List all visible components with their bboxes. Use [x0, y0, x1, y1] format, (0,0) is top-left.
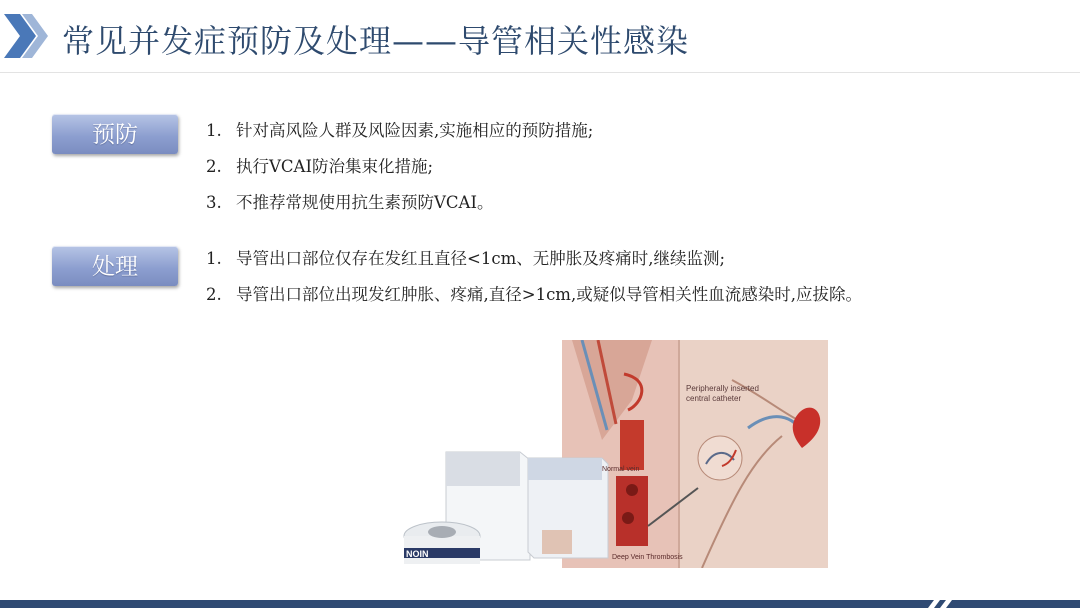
item-text: 执行VCAI防治集束化措施; — [236, 157, 434, 176]
footer-bar — [0, 600, 1080, 608]
thrombosis-label: Deep Vein Thrombosis — [612, 554, 683, 561]
item-number: 1. — [206, 249, 222, 268]
catheter-infection-illustration — [402, 340, 828, 568]
footer-stripes-decoration — [924, 600, 984, 608]
item-text: 导管出口部位出现发红肿胀、疼痛,直径>1cm,或疑似导管相关性血流感染时,应拔除。 — [236, 285, 862, 304]
box-brand: NOIN — [406, 549, 429, 559]
list-item — [206, 115, 593, 151]
header-divider — [0, 72, 1080, 73]
list-item — [206, 243, 862, 279]
item-text: 不推荐常规使用抗生素预防VCAI。 — [236, 193, 494, 212]
prevent-list — [206, 115, 593, 223]
item-text: 针对高风险人群及风险因素,实施相应的预防措施; — [236, 121, 594, 140]
handle-list — [206, 243, 862, 315]
picc-label-line1: Peripherally inserted — [686, 384, 759, 393]
item-number: 2. — [206, 285, 222, 304]
picc-label-line2: central catheter — [686, 394, 742, 403]
list-item — [206, 151, 593, 187]
slide-header — [0, 0, 1080, 78]
list-item — [206, 279, 862, 315]
chevron-right-icon — [0, 10, 56, 62]
picc-label — [686, 384, 759, 404]
item-number: 2. — [206, 157, 222, 176]
handle-tag: 处理 — [52, 246, 178, 286]
item-number: 1. — [206, 121, 222, 140]
slide-title: 常见并发症预防及处理——导管相关性感染 — [62, 22, 690, 60]
item-number: 3. — [206, 193, 222, 212]
illustration-art — [402, 340, 828, 568]
vein-label: Normal vein — [602, 466, 640, 473]
item-text: 导管出口部位仅存在发红且直径<1cm、无肿胀及疼痛时,继续监测; — [236, 249, 726, 268]
prevent-tag: 预防 — [52, 114, 178, 154]
list-item — [206, 187, 593, 223]
